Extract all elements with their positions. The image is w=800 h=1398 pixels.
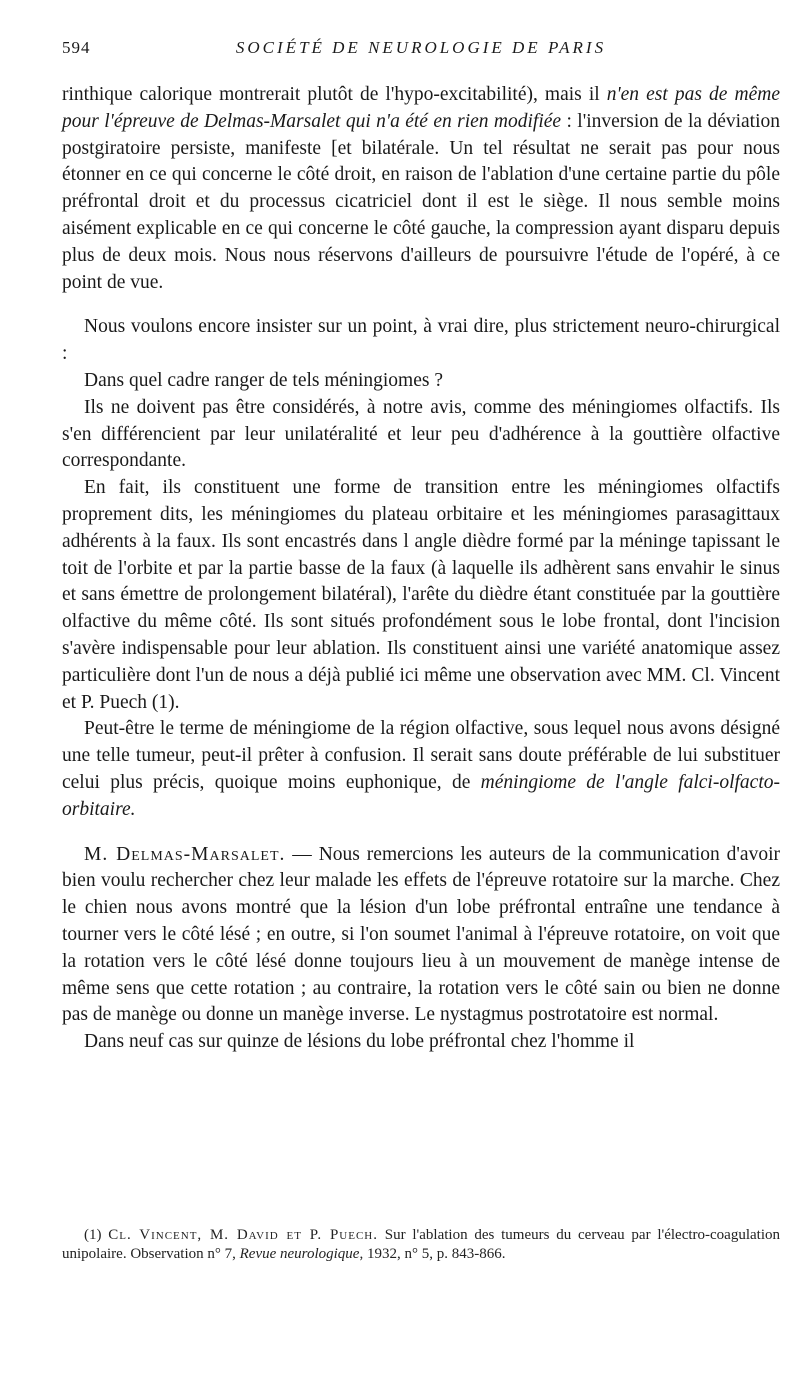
speaker-name: M. Delmas-Marsalet. (84, 843, 286, 865)
paragraph-1-part-a: rinthique calorique montrerait plutôt de l'hypo-excitabilité), mais il (62, 84, 607, 105)
footnote (62, 1226, 780, 1264)
paragraph-5: En fait, ils constituent une forme de transition entre les méningiomes olfactifs proprement dits, les méningiomes du plateau orbitaire et les méningiomes parasagittaux adhérents à la faux. Ils sont encastrés dans l angle dièdre formé par la méninge tapissant le toit de l'orbite et par la partie basse de la faux (à laquelle ils adhèrent sans envahir le sinus et sans émettre de prolongement bilatéral), l'arête du dièdre étant constituée par la gouttière olfactive du même côté. Ils sont situés profondément sous le lobe frontal, dont l'incision s'avère indispensable pour leur ablation. Ils constituent ainsi une variété anatomique assez particulière dont l'un de nous a déjà publié ici même une observation avec MM. Cl. Vincent et P. Puech (1). (62, 477, 780, 713)
paragraph-4: Ils ne doivent pas être considérés, à notre avis, comme des méningiomes olfactifs. Ils s'en différencient par leur unilatéralité et leur peu d'adhérence à la gouttière olfactive correspondante. (62, 396, 780, 472)
footnote-citation: , 1932, n° 5, p. 843-866. (359, 1246, 506, 1262)
paragraph-6-emphasis: méningiome de l'angle falci-olfacto-orbitaire. (62, 771, 780, 820)
paragraph-2: Nous voulons encore insister sur un point, à vrai dire, plus strictement neuro-chirurgical : (62, 316, 780, 365)
paragraph-8: Dans neuf cas sur quinze de lésions du lobe préfrontal chez l'homme il (84, 1031, 635, 1053)
footnote-title: Sur l'ablation des tumeurs du cerveau par l'électro-coagulation unipolaire. Observation n° 7, (62, 1227, 780, 1262)
paragraph-1 (62, 82, 780, 296)
footnote-marker: (1) (84, 1227, 109, 1243)
footnote-authors: Cl. Vincent, M. David et P. Puech. (108, 1227, 378, 1243)
article-body (62, 82, 780, 1056)
journal-title: SOCIÉTÉ DE NEUROLOGIE DE PARIS (235, 38, 607, 57)
paragraph-7 (62, 842, 780, 1030)
footnote-journal: Revue neurologique (239, 1246, 360, 1262)
paragraph-7-text: — Nous remercions les auteurs de la communication d'avoir bien voulu rechercher chez leur malade les effets de l'épreuve rotatoire sur la marche. Chez le chien nous avons montré que la lésion d'un lobe préfrontal entraîne une tendance à tourner vers le côté lésé ; en outre, si l'on soumet l'animal à l'épreuve rotatoire, on voit que la rotation vers le côté lésé donne toujours lieu à un mouvement de manège intense de même sens que cette rotation ; au contraire, la rotation vers le côté sain ou bien ne donne pas de manège ou donne un manège inverse. Le nystagmus postrotatoire est normal. (62, 843, 780, 1026)
paragraph-3: Dans quel cadre ranger de tels méningiomes ? (84, 369, 443, 391)
paragraph-6-part-a: Peut-être le terme de méningiome de la région olfactive, sous lequel nous avons désigné une telle tumeur, peut-il prêter à confusion. Il serait sans doute préférable de lui substituer celui plus précis, quoique moins euphonique, de (62, 718, 780, 793)
page-content (62, 38, 780, 1056)
footnote-text (62, 1226, 780, 1264)
paragraph-6 (62, 716, 780, 823)
page-number: 594 (62, 38, 91, 57)
paragraph-1-part-b: : l'inversion de la déviation postgiratoire persiste, manifeste [et bilatérale. Un tel résultat ne serait pas pour nous étonner en ce qui concerne le côté droit, en raison de l'ablation d'une certaine partie du pôle préfrontal droit et du processus cicatriciel dont il est le siège. Il nous semble moins aisément explicable en ce qui concerne le côté gauche, la compression ayant disparu depuis plus de deux mois. Nous nous réservons d'ailleurs de poursuivre l'étude de l'opéré, à ce point de vue. (62, 110, 781, 293)
paragraph-1-emphasis: n'en est pas de même pour l'épreuve de Delmas-Marsalet qui n'a été en rien modifiée (62, 84, 780, 132)
running-head (62, 38, 780, 66)
